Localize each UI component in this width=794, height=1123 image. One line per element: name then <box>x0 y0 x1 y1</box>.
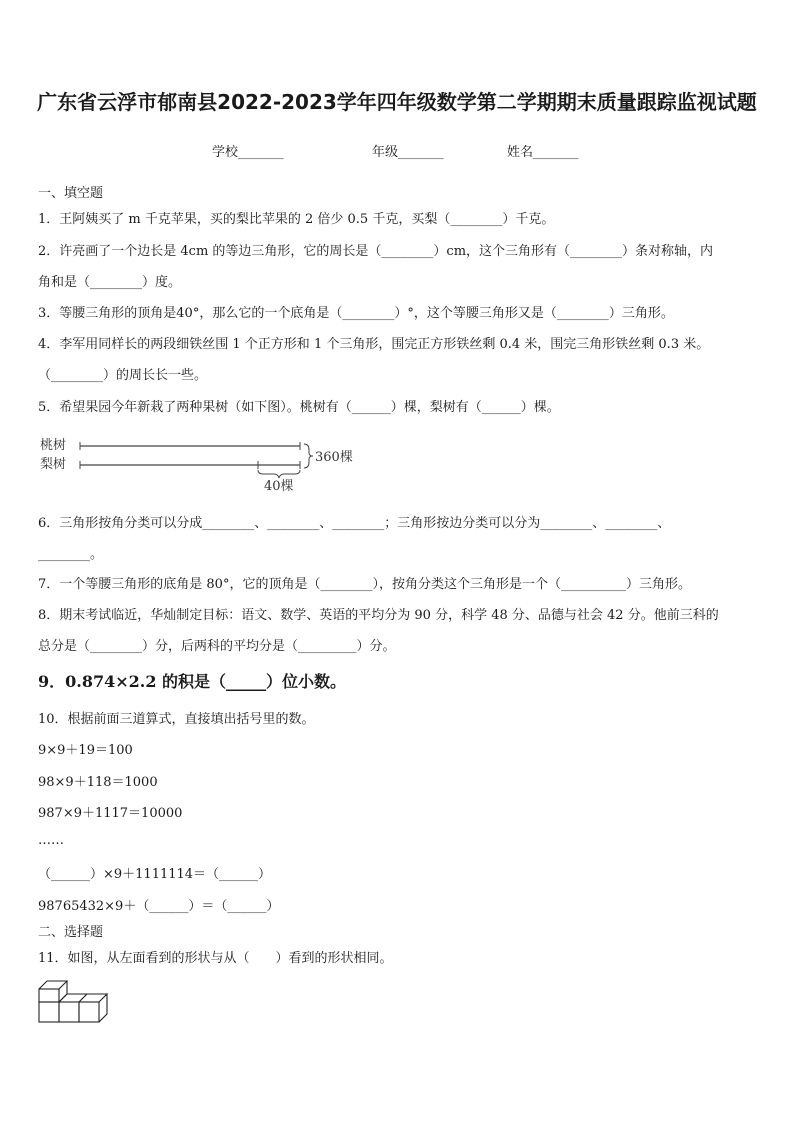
total-label: 360棵 <box>315 450 353 465</box>
name-field: 姓名_______ <box>507 145 579 160</box>
school-field: 学校_______ <box>212 145 284 160</box>
question-11: 11．如图，从左面看到的形状与从（ ）看到的形状相同。 <box>38 951 393 966</box>
question-3: 3．等腰三角形的顶角是40°，那么它的一个底角是（________）°，这个等腰三角形又是（________）三角形。 <box>38 306 674 321</box>
pear-label: 梨树 <box>40 457 67 472</box>
equation-3: 987×9＋1117＝10000 <box>38 806 183 821</box>
question-2-line-2: 角和是（________）度。 <box>38 275 182 290</box>
ellipsis: …… <box>38 833 64 848</box>
grade-field: 年级_______ <box>372 145 444 160</box>
total-brace <box>304 444 313 468</box>
question-7: 7．一个等腰三角形的底角是 80°，它的顶角是（________），按角分类这个三角形是一个（__________）三角形。 <box>38 577 691 592</box>
page-title: 广东省云浮市郁南县2022-2023学年四年级数学第二学期期末质量跟踪监视试题 <box>37 90 757 114</box>
question-6-line-1: 6．三角形按角分类可以分成________、________、________；三角形按边分类可以分为________、________、 <box>38 516 671 531</box>
question-10: 10．根据前面三道算式，直接填出括号里的数。 <box>38 712 315 727</box>
question-1: 1．王阿姨买了 m 千克苹果，买的梨比苹果的 2 倍少 0.5 千克，买梨（________）千克。 <box>38 212 555 227</box>
peach-label: 桃树 <box>40 438 67 453</box>
question-4-line-2: （________）的周长长一些。 <box>38 368 208 383</box>
section-heading-choice: 二、选择题 <box>38 925 104 940</box>
cube-figure <box>38 978 114 1026</box>
equation-2: 98×9＋118＝1000 <box>38 775 158 790</box>
question-6-line-2: ________。 <box>38 547 104 562</box>
difference-label: 40棵 <box>264 479 294 494</box>
question-4-line-1: 4．李军用同样长的两段细铁丝围 1 个正方形和 1 个三角形，围完正方形铁丝剩 0.4 米，围完三角形铁丝剩 0.3 米。 <box>38 337 710 352</box>
equation-1: 9×9＋19＝100 <box>38 743 133 758</box>
section-heading-fill-blank: 一、填空题 <box>38 186 104 201</box>
question-2-line-1: 2．许亮画了一个边长是 4cm 的等边三角形，它的周长是（________）cm，这个三角形有（________）条对称轴，内 <box>38 244 714 259</box>
question-8-line-2: 总分是（________）分，后两科的平均分是（_________）分。 <box>38 639 396 654</box>
fruit-tree-diagram <box>38 432 368 494</box>
equation-5: 98765432×9＋（______）＝（______） <box>38 899 280 914</box>
question-9: 9．0.874×2.2 的积是（_____）位小数。 <box>38 672 347 691</box>
question-8-line-1: 8．期末考试临近，华灿制定目标：语文、数学、英语的平均分为 90 分，科学 48 分、品德与社会 42 分。他前三科的 <box>38 608 719 623</box>
difference-brace <box>258 470 300 478</box>
equation-4: （______）×9＋1111114＝（______） <box>38 867 272 882</box>
question-5: 5．希望果园今年新栽了两种果树（如下图）。桃树有（______）棵，梨树有（______）棵。 <box>38 400 560 415</box>
